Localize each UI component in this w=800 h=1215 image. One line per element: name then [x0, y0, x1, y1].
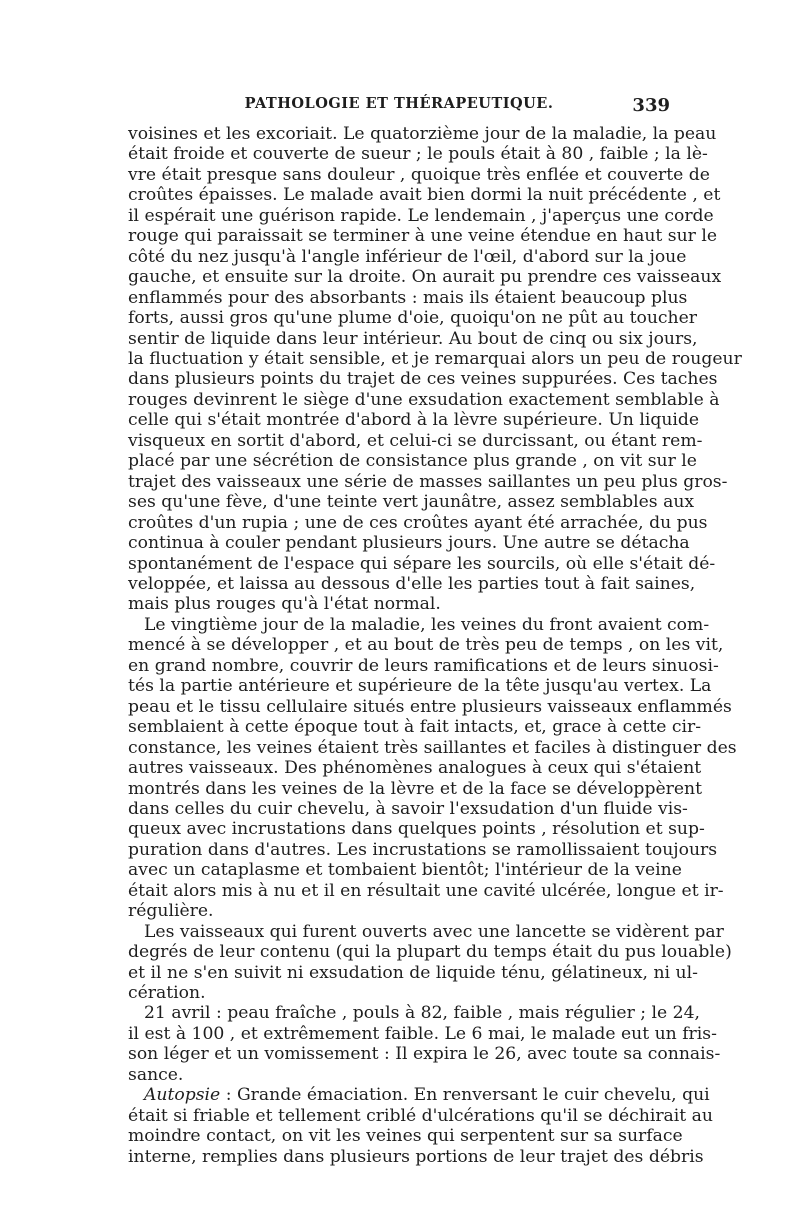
text-line: autres vaisseaux. Des phénomènes analogues à ceux qui s'étaient: [128, 758, 702, 779]
running-title: PATHOLOGIE ET THÉRAPEUTIQUE.: [244, 95, 554, 112]
text-line: trajet des vaisseaux une série de masses saillantes un peu plus gros-: [128, 471, 728, 492]
body-text: [128, 124, 742, 1167]
text-line: mais plus rouges qu'à l'état normal.: [128, 594, 441, 615]
section-lead-word: Autopsie: [144, 1085, 221, 1106]
paragraph: [128, 124, 742, 615]
text-line: il espérait une guérison rapide. Le lendemain , j'aperçus une corde: [128, 205, 714, 226]
text-line: visqueux en sortit d'abord, et celui-ci se durcissant, ou étant rem-: [128, 430, 703, 451]
text-line: son léger et un vomissement : Il expira le 26, avec toute sa connais-: [128, 1044, 721, 1065]
text-line: moindre contact, on vit les veines qui serpentent sur sa surface: [128, 1126, 683, 1147]
text-line: croûtes d'un rupia ; une de ces croûtes ayant été arrachée, du pus: [128, 512, 708, 533]
text-line: tés la partie antérieure et supérieure de la tête jusqu'au vertex. La: [128, 676, 712, 697]
text-line: montrés dans les veines de la lèvre et de la face se développèrent: [128, 778, 702, 799]
text-line: sentir de liquide dans leur intérieur. Au bout de cinq ou six jours,: [128, 328, 698, 349]
text-line: était si friable et tellement criblé d'ulcérations qu'il se déchirait au: [128, 1105, 713, 1126]
text-line: était alors mis à nu et il en résultait une cavité ulcérée, longue et ir-: [128, 880, 724, 901]
text-line: peau et le tissu cellulaire situés entre plusieurs vaisseaux enflammés: [128, 696, 732, 717]
text-line: régulière.: [128, 901, 214, 922]
text-line: veloppée, et laissa au dessous d'elle les parties tout à fait saines,: [128, 573, 696, 594]
page-header: [128, 95, 670, 119]
text-line: placé par une sécrétion de consistance plus grande , on vit sur le: [128, 451, 697, 472]
text-line: puration dans d'autres. Les incrustations se ramollissaient toujours: [128, 839, 718, 860]
text-line: mencé à se développer , et au bout de très peu de temps , on les vit,: [128, 635, 724, 656]
text-line: cération.: [128, 983, 206, 1004]
text-line: continua à couler pendant plusieurs jours. Une autre se détacha: [128, 533, 690, 554]
text-line: dans plusieurs points du trajet de ces veines suppurées. Ces taches: [128, 369, 718, 390]
text-line: Le vingtième jour de la maladie, les veines du front avaient com-: [144, 614, 710, 635]
text-line: celle qui s'était montrée d'abord à la lèvre supérieure. Un liquide: [128, 410, 700, 431]
paragraph: [128, 921, 732, 1004]
text-line: et il ne s'en suivit ni exsudation de liquide ténu, gélatineux, ni ul-: [128, 962, 698, 983]
text-line: Les vaisseaux qui furent ouverts avec une lancette se vidèrent par: [144, 921, 724, 942]
text-line: était froide et couverte de sueur ; le pouls était à 80 , faible ; la lè-: [128, 144, 708, 165]
text-line: semblaient à cette époque tout à fait intacts, et, grace à cette cir-: [128, 717, 702, 738]
text-line: avec un cataplasme et tombaient bientôt; l'intérieur de la veine: [128, 860, 682, 881]
text-line: Autopsie : Grande émaciation. En renversant le cuir chevelu, qui: [144, 1085, 710, 1106]
text-line: rouges devinrent le siège d'une exsudation exactement semblable à: [128, 389, 720, 410]
text-line: constance, les veines étaient très saillantes et faciles à distinguer des: [128, 737, 737, 758]
text-line: ses qu'une fève, d'une teinte vert jaunâtre, assez semblables aux: [128, 492, 695, 513]
text-line: voisines et les excoriait. Le quatorzième jour de la maladie, la peau: [128, 124, 717, 144]
text-line: queux avec incrustations dans quelques points , résolution et sup-: [128, 819, 705, 840]
text-line: degrés de leur contenu (qui la plupart du temps était du pus louable): [128, 942, 732, 963]
paragraph: [128, 1003, 721, 1085]
text-line: enflammés pour des absorbants : mais ils étaient beaucoup plus: [128, 287, 688, 308]
text-line: interne, remplies dans plusieurs portions de leur trajet des débris: [128, 1146, 704, 1167]
text-line: il est à 100 , et extrêmement faible. Le 6 mai, le malade eut un fris-: [128, 1023, 717, 1044]
text-line: dans celles du cuir chevelu, à savoir l'exsudation d'un fluide vis-: [128, 798, 688, 819]
text-line: spontanément de l'espace qui sépare les sourcils, où elle s'était dé-: [128, 553, 716, 574]
paragraph: [128, 1085, 713, 1167]
text-line: croûtes épaisses. Le malade avait bien dormi la nuit précédente , et: [128, 185, 721, 206]
text-line: 21 avril : peau fraîche , pouls à 82, faible , mais régulier ; le 24,: [144, 1003, 700, 1024]
text-line: rouge qui paraissait se terminer à une veine étendue en haut sur le: [128, 226, 718, 247]
paragraph: [128, 614, 737, 922]
text-line: vre était presque sans douleur , quoique très enflée et couverte de: [128, 164, 710, 185]
text-line: la fluctuation y était sensible, et je remarquai alors un peu de rougeur: [128, 348, 742, 369]
page-number: 339: [632, 95, 670, 116]
text-line: forts, aussi gros qu'une plume d'oie, quoiqu'on ne pût au toucher: [128, 308, 698, 329]
text-line: en grand nombre, couvrir de leurs ramifications et de leurs sinuosi-: [128, 655, 719, 676]
text-line: sance.: [128, 1064, 184, 1085]
text-line: côté du nez jusqu'à l'angle inférieur de l'œil, d'abord sur la joue: [128, 246, 687, 267]
text-line: gauche, et ensuite sur la droite. On aurait pu prendre ces vaisseaux: [128, 267, 722, 288]
